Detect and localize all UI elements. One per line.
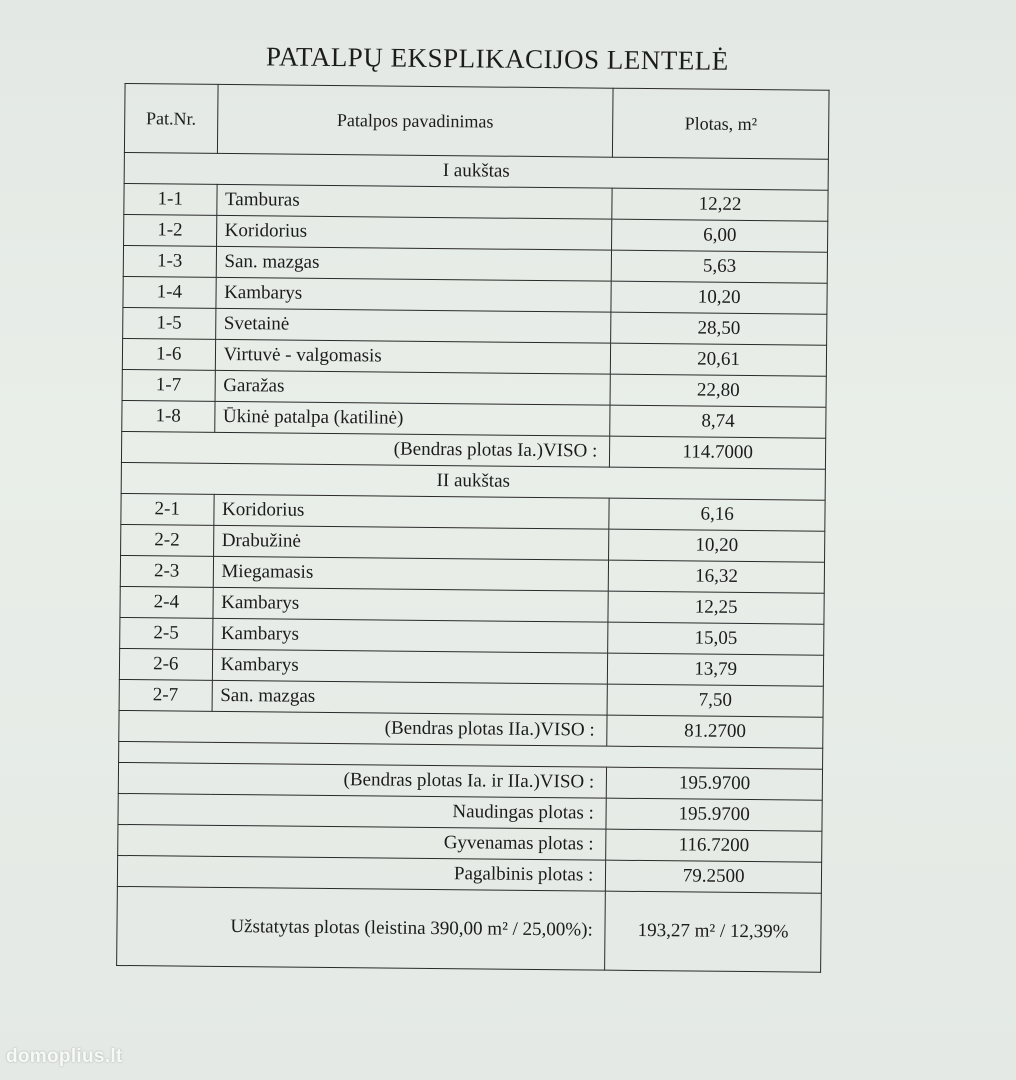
summary-value: 116.7200 (606, 829, 822, 862)
room-area: 6,00 (612, 219, 828, 252)
floor2-title: II aukštas (121, 462, 825, 500)
room-number: 1-7 (122, 369, 215, 401)
summary-label: Pagalbinis plotas : (117, 855, 606, 891)
room-area: 5,63 (612, 250, 828, 283)
explication-document (116, 40, 840, 973)
room-number: 1-8 (122, 400, 215, 432)
room-area: 8,74 (610, 405, 826, 438)
floor1-total-value: 114.7000 (610, 436, 826, 469)
room-area: 12,25 (608, 591, 824, 624)
room-name: Garažas (215, 370, 611, 405)
room-number: 2-1 (121, 493, 214, 525)
room-area: 7,50 (607, 684, 823, 717)
room-number: 1-1 (124, 183, 217, 215)
floor1-total-label: (Bendras plotas Ia.)VISO : (121, 431, 610, 467)
room-name: Virtuvė - valgomasis (215, 339, 611, 374)
room-name: Ūkinė patalpa (katilinė) (214, 401, 610, 436)
room-name: Drabužinė (213, 525, 609, 560)
room-number: 1-4 (123, 276, 216, 308)
room-name: Svetainė (215, 308, 611, 343)
room-name: Koridorius (213, 494, 609, 529)
summary-label: (Bendras plotas Ia. ir IIa.)VISO : (118, 762, 607, 798)
explication-table (116, 83, 829, 973)
room-number: 1-2 (124, 214, 217, 246)
room-number: 1-6 (122, 338, 215, 370)
room-number: 2-5 (120, 617, 213, 649)
room-area: 15,05 (608, 622, 824, 655)
room-name: Kambarys (215, 277, 611, 312)
summary-label: Naudingas plotas : (118, 793, 607, 829)
room-area: 13,79 (608, 653, 824, 686)
room-number: 2-6 (119, 648, 212, 680)
room-number: 2-4 (120, 586, 213, 618)
built-area-value: 193,27 m² / 12,39% (605, 891, 821, 972)
room-name: San. mazgas (216, 246, 612, 281)
watermark-logo: domoplius.lt (6, 1046, 123, 1067)
summary-value: 195.9700 (607, 767, 823, 800)
room-area: 22,80 (610, 374, 826, 407)
room-name: Tamburas (216, 184, 612, 219)
room-name: Kambarys (212, 649, 608, 684)
room-number: 2-3 (120, 555, 213, 587)
room-area: 16,32 (609, 560, 825, 593)
room-number: 1-5 (123, 307, 216, 339)
room-name: Kambarys (212, 618, 608, 653)
room-name: Koridorius (216, 215, 612, 250)
table-header-row (124, 84, 829, 160)
room-name: Kambarys (213, 587, 609, 622)
header-area: Plotas, m² (613, 88, 829, 159)
room-area: 20,61 (611, 343, 827, 376)
room-number: 2-7 (119, 679, 212, 711)
floor2-total-label: (Bendras plotas IIa.)VISO : (119, 710, 608, 746)
room-area: 10,20 (611, 281, 827, 314)
room-area: 6,16 (609, 498, 825, 531)
room-area: 12,22 (612, 188, 828, 221)
room-name: San. mazgas (212, 680, 608, 715)
header-name: Patalpos pavadinimas (217, 84, 613, 157)
floor2-total-value: 81.2700 (607, 715, 823, 748)
summary-value: 79.2500 (606, 860, 822, 893)
room-number: 2-2 (121, 524, 214, 556)
built-area-row (117, 886, 822, 972)
summary-value: 195.9700 (606, 798, 822, 831)
room-number: 1-3 (123, 245, 216, 277)
document-title: PATALPŲ EKSPLIKACIJOS LENTELĖ (265, 41, 729, 76)
header-nr: Pat.Nr. (124, 84, 217, 154)
built-area-label: Užstatytas plotas (leistina 390,00 m² / 25,00%): (117, 886, 606, 970)
room-area: 10,20 (609, 529, 825, 562)
floor1-title: I aukštas (124, 152, 828, 190)
room-area: 28,50 (611, 312, 827, 345)
room-name: Miegamasis (213, 556, 609, 591)
summary-label: Gyvenamas plotas : (118, 824, 607, 860)
